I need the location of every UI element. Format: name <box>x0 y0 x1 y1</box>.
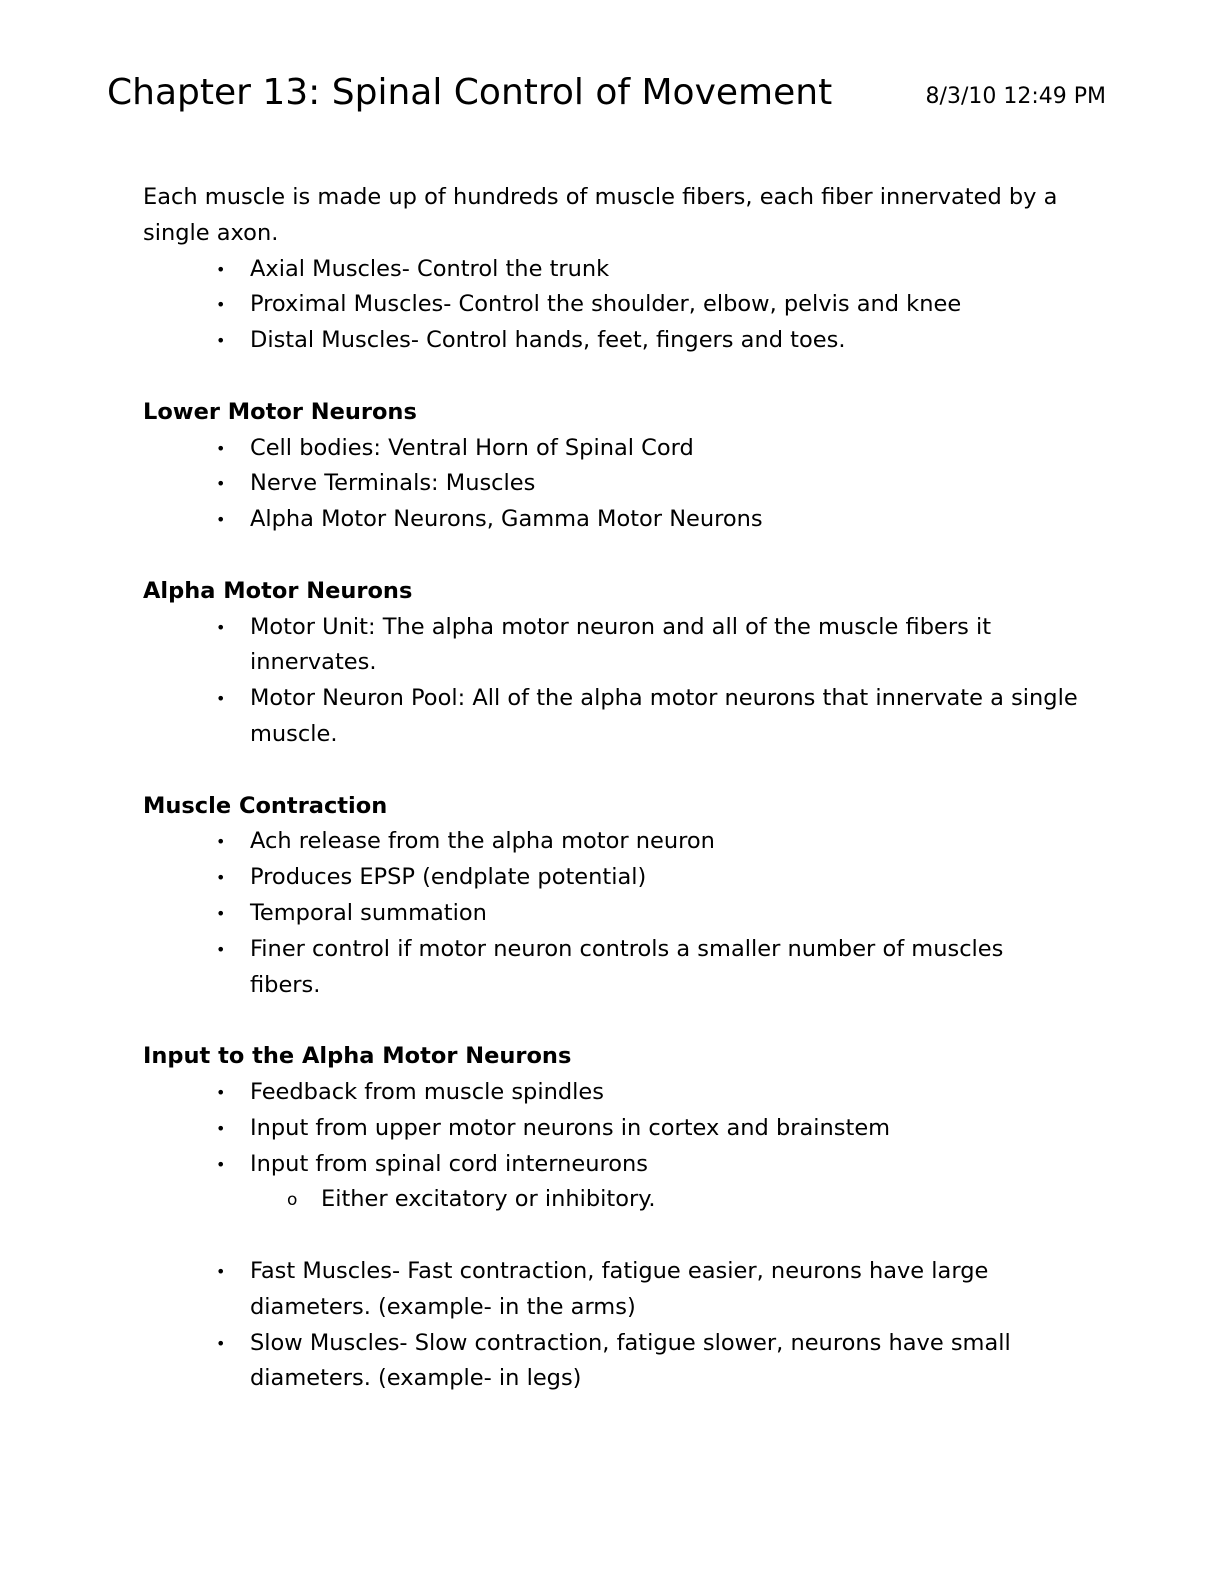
list-item-text: Nerve Terminals: Muscles <box>250 470 536 497</box>
list-item <box>216 1254 1078 1326</box>
intro-paragraph: Each muscle is made up of hundreds of muscle fibers, each fiber innervated by a single axon. <box>143 184 1058 246</box>
bullet-icon: • <box>216 259 226 279</box>
bullet-icon: • <box>216 1118 226 1138</box>
page-title: Chapter 13: Spinal Control of Movement <box>107 72 833 113</box>
list-item-text: Finer control if motor neuron controls a smaller number of muscles fibers. <box>250 935 1004 998</box>
list-item <box>216 1326 1078 1398</box>
interneuron-sublist <box>250 1182 1078 1218</box>
list-item-text: Input from spinal cord interneurons <box>250 1150 648 1177</box>
input-alpha-motor-neurons-list <box>143 1075 1078 1218</box>
circle-bullet-icon: o <box>287 1190 298 1211</box>
list-item-text: Slow Muscles- Slow contraction, fatigue slower, neurons have small diameters. (example- in legs) <box>250 1329 1011 1392</box>
list-item-text: Fast Muscles- Fast contraction, fatigue easier, neurons have large diameters. (example- in the arms) <box>250 1257 989 1320</box>
section-heading-lower-motor-neurons: Lower Motor Neurons <box>143 398 417 425</box>
list-item <box>216 860 1078 896</box>
list-item <box>216 932 1078 1004</box>
sub-list-item <box>287 1182 1078 1218</box>
bullet-icon: • <box>216 689 226 709</box>
list-item <box>216 252 1078 288</box>
sub-list-item-text: Either excitatory or inhibitory. <box>321 1186 656 1213</box>
bullet-icon: • <box>216 510 226 530</box>
lower-motor-neurons-list <box>143 431 1078 538</box>
bullet-icon: • <box>216 1261 226 1281</box>
list-item <box>216 1147 1078 1219</box>
list-item-text: Distal Muscles- Control hands, feet, fingers and toes. <box>250 327 846 354</box>
list-item <box>216 502 1078 538</box>
bullet-icon: • <box>216 474 226 494</box>
muscle-contraction-list <box>143 824 1078 1003</box>
muscle-types-list <box>143 252 1078 359</box>
bullet-icon: • <box>216 1333 226 1353</box>
list-item <box>216 681 1078 753</box>
section-heading-input-alpha-motor-neurons: Input to the Alpha Motor Neurons <box>143 1043 572 1070</box>
bullet-icon: • <box>216 295 226 315</box>
list-item-text: Axial Muscles- Control the trunk <box>250 255 610 282</box>
list-item <box>216 323 1078 359</box>
bullet-icon: • <box>216 903 226 923</box>
bullet-icon: • <box>216 1082 226 1102</box>
list-item-text: Input from upper motor neurons in cortex and brainstem <box>250 1114 891 1141</box>
page-date: 8/3/10 12:49 PM <box>925 84 1106 109</box>
list-item-text: Motor Neuron Pool: All of the alpha motor neurons that innervate a single muscle. <box>250 685 1078 747</box>
list-item <box>216 896 1078 932</box>
list-item-text: Produces EPSP (endplate potential) <box>250 864 647 891</box>
bullet-icon: • <box>216 617 226 637</box>
list-item-text: Cell bodies: Ventral Horn of Spinal Cord <box>250 434 694 461</box>
list-item <box>216 466 1078 502</box>
fiber-types-list <box>143 1254 1078 1397</box>
list-item-text: Feedback from muscle spindles <box>250 1078 604 1105</box>
list-item-text: Alpha Motor Neurons, Gamma Motor Neurons <box>250 506 763 533</box>
list-item <box>216 1111 1078 1147</box>
alpha-motor-neurons-list <box>143 610 1078 753</box>
spacer <box>143 1218 1078 1254</box>
bullet-icon: • <box>216 438 226 458</box>
list-item-text: Temporal summation <box>250 899 487 926</box>
document-body <box>143 180 1078 1397</box>
list-item <box>216 824 1078 860</box>
list-item <box>216 287 1078 323</box>
bullet-icon: • <box>216 939 226 959</box>
section-heading-muscle-contraction: Muscle Contraction <box>143 792 388 819</box>
bullet-icon: • <box>216 331 226 351</box>
section-heading-alpha-motor-neurons: Alpha Motor Neurons <box>143 577 413 604</box>
list-item <box>216 1075 1078 1111</box>
list-item-text: Motor Unit: The alpha motor neuron and all of the muscle fibers it innervates. <box>250 613 992 676</box>
bullet-icon: • <box>216 832 226 852</box>
list-item <box>216 610 1078 682</box>
bullet-icon: • <box>216 1154 226 1174</box>
list-item <box>216 431 1078 467</box>
list-item-text: Ach release from the alpha motor neuron <box>250 828 715 855</box>
list-item-text: Proximal Muscles- Control the shoulder, elbow, pelvis and knee <box>250 291 962 318</box>
bullet-icon: • <box>216 868 226 888</box>
